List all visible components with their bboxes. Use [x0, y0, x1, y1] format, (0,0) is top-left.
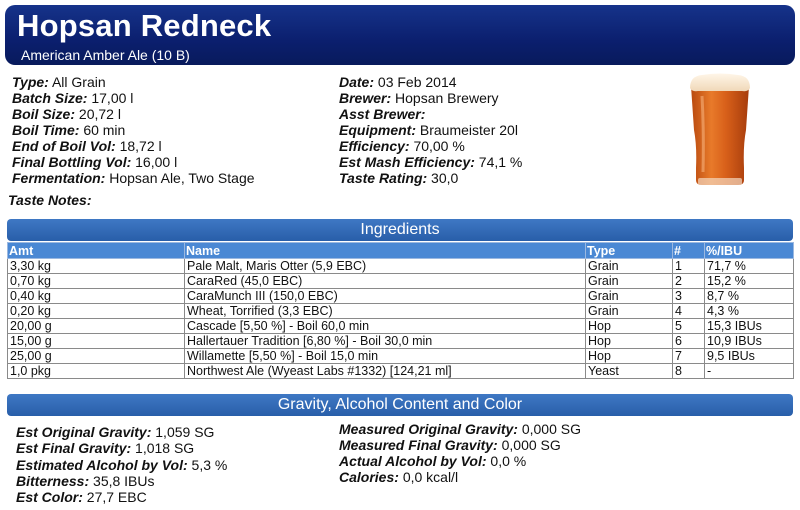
- cell-ibu: -: [705, 364, 794, 379]
- cell-ibu: 71,7 %: [705, 259, 794, 274]
- cell-amt: 0,20 kg: [8, 304, 185, 319]
- taste-notes: Taste Notes:: [8, 192, 92, 208]
- table-row: [8, 334, 794, 349]
- cell-number: 4: [673, 304, 705, 319]
- cell-type: Grain: [586, 289, 673, 304]
- cell-ibu: 15,2 %: [705, 274, 794, 289]
- detail-brewer: Brewer: Hopsan Brewery: [339, 90, 499, 106]
- recipe-header: [5, 5, 795, 65]
- detail-type: Type: All Grain: [12, 74, 106, 90]
- detail-boil-size: Boil Size: 20,72 l: [12, 106, 121, 122]
- cell-amt: 20,00 g: [8, 319, 185, 334]
- cell-number: 6: [673, 334, 705, 349]
- table-row: [8, 274, 794, 289]
- cell-type: Yeast: [586, 364, 673, 379]
- cell-ibu: 8,7 %: [705, 289, 794, 304]
- cell-amt: 0,40 kg: [8, 289, 185, 304]
- cell-amt: 25,00 g: [8, 349, 185, 364]
- gravity-title: Gravity, Alcohol Content and Color: [7, 394, 793, 416]
- col-number: #: [673, 243, 705, 259]
- detail-end-of-boil: End of Boil Vol: 18,72 l: [12, 138, 162, 154]
- est-og: Est Original Gravity: 1,059 SG: [16, 424, 215, 440]
- detail-final-bottling: Final Bottling Vol: 16,00 l: [12, 154, 178, 170]
- cell-type: Hop: [586, 319, 673, 334]
- cell-number: 8: [673, 364, 705, 379]
- actual-abv: Actual Alcohol by Vol: 0,0 %: [339, 453, 527, 469]
- recipe-style: American Amber Ale (10 B): [21, 47, 190, 63]
- est-color: Est Color: 27,7 EBC: [16, 489, 147, 505]
- col-amt: Amt: [8, 243, 185, 259]
- cell-name: Pale Malt, Maris Otter (5,9 EBC): [185, 259, 586, 274]
- cell-type: Hop: [586, 349, 673, 364]
- cell-number: 2: [673, 274, 705, 289]
- detail-date: Date: 03 Feb 2014: [339, 74, 457, 90]
- detail-asst-brewer: Asst Brewer:: [339, 106, 426, 122]
- table-row: [8, 349, 794, 364]
- ingredients-title: Ingredients: [7, 219, 793, 241]
- cell-name: Northwest Ale (Wyeast Labs #1332) [124,21 ml]: [185, 364, 586, 379]
- table-row: [8, 259, 794, 274]
- detail-equipment: Equipment: Braumeister 20l: [339, 122, 518, 138]
- detail-batch-size: Batch Size: 17,00 l: [12, 90, 134, 106]
- detail-taste-rating: Taste Rating: 30,0: [339, 170, 459, 186]
- cell-amt: 0,70 kg: [8, 274, 185, 289]
- col-ibu: %/IBU: [705, 243, 794, 259]
- cell-type: Hop: [586, 334, 673, 349]
- cell-amt: 1,0 pkg: [8, 364, 185, 379]
- cell-ibu: 10,9 IBUs: [705, 334, 794, 349]
- cell-name: CaraMunch III (150,0 EBC): [185, 289, 586, 304]
- col-type: Type: [586, 243, 673, 259]
- measured-fg: Measured Final Gravity: 0,000 SG: [339, 437, 561, 453]
- recipe-title: Hopsan Redneck: [17, 8, 272, 43]
- measured-og: Measured Original Gravity: 0,000 SG: [339, 421, 581, 437]
- cell-amt: 3,30 kg: [8, 259, 185, 274]
- cell-ibu: 15,3 IBUs: [705, 319, 794, 334]
- cell-number: 1: [673, 259, 705, 274]
- detail-efficiency: Efficiency: 70,00 %: [339, 138, 465, 154]
- table-row: [8, 364, 794, 379]
- cell-number: 7: [673, 349, 705, 364]
- detail-mash-efficiency: Est Mash Efficiency: 74,1 %: [339, 154, 523, 170]
- detail-fermentation: Fermentation: Hopsan Ale, Two Stage: [12, 170, 255, 186]
- cell-ibu: 4,3 %: [705, 304, 794, 319]
- cell-number: 3: [673, 289, 705, 304]
- cell-name: Hallertauer Tradition [6,80 %] - Boil 30,0 min: [185, 334, 586, 349]
- cell-amt: 15,00 g: [8, 334, 185, 349]
- cell-type: Grain: [586, 274, 673, 289]
- detail-boil-time: Boil Time: 60 min: [12, 122, 126, 138]
- bitterness: Bitterness: 35,8 IBUs: [16, 473, 155, 489]
- col-name: Name: [185, 243, 586, 259]
- ingredients-table: [7, 242, 794, 379]
- cell-type: Grain: [586, 304, 673, 319]
- beer-glass-icon: [688, 72, 752, 190]
- cell-name: Willamette [5,50 %] - Boil 15,0 min: [185, 349, 586, 364]
- est-abv: Estimated Alcohol by Vol: 5,3 %: [16, 457, 228, 473]
- cell-number: 5: [673, 319, 705, 334]
- table-row: [8, 319, 794, 334]
- table-row: [8, 289, 794, 304]
- cell-name: Cascade [5,50 %] - Boil 60,0 min: [185, 319, 586, 334]
- cell-name: CaraRed (45,0 EBC): [185, 274, 586, 289]
- calories: Calories: 0,0 kcal/l: [339, 469, 459, 485]
- est-fg: Est Final Gravity: 1,018 SG: [16, 440, 195, 456]
- cell-name: Wheat, Torrified (3,3 EBC): [185, 304, 586, 319]
- table-row: [8, 304, 794, 319]
- cell-ibu: 9,5 IBUs: [705, 349, 794, 364]
- table-header-row: [8, 243, 794, 259]
- cell-type: Grain: [586, 259, 673, 274]
